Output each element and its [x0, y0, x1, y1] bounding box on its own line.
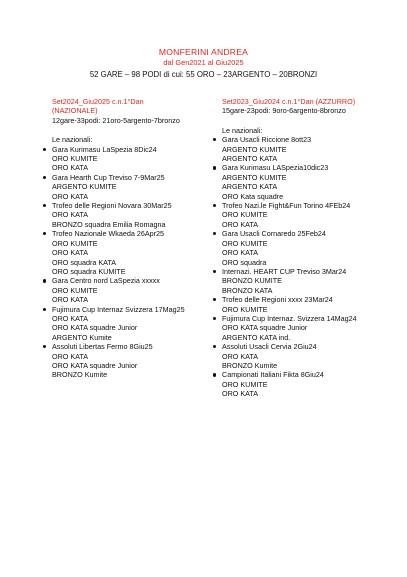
event-item	[222, 229, 392, 267]
event-result: ORO KATA	[222, 351, 259, 361]
event-result: ARGENTO KUMITE	[52, 182, 117, 192]
event-result: ORO KUMITE	[222, 304, 268, 314]
event-title: Trofeo Nazionale Wkaeda 26Apr25	[52, 229, 222, 238]
event-result: ORO KATA	[222, 389, 259, 399]
event-result: BRONZO squadra Emilia Romagna	[52, 219, 166, 229]
event-result: ORO KUMITE	[222, 210, 268, 220]
event-title: Trofeo delle Regioni xxxx 23Mar24	[222, 295, 392, 304]
event-item	[222, 342, 392, 370]
event-result: ORO KATA	[222, 219, 259, 229]
event-item	[222, 267, 392, 295]
event-item	[52, 342, 222, 380]
event-result: ORO KUMITE	[222, 379, 268, 389]
event-result: ORO KUMITE	[52, 285, 98, 295]
season-column-right	[222, 97, 392, 399]
event-title: Gara Kurimasu LaSpezia 8Dic24	[52, 145, 222, 154]
event-item	[222, 370, 392, 398]
event-title: Gara Kurimasu LASpezia10dic23	[222, 163, 392, 172]
event-title: Assoluti Libertas Fermo 8Giu25	[52, 342, 222, 351]
season-title: Set2023_Giu2024 c.n.1°Dan (AZZURRO)	[222, 97, 356, 106]
event-list	[222, 135, 392, 398]
event-title: Campionati Italiani Fikta 8Giu24	[222, 370, 392, 379]
event-item	[52, 276, 222, 304]
event-result: ORO KATA	[52, 210, 89, 220]
nationals-label: Le nazionali:	[52, 135, 93, 145]
season-stats: 15gare-23podi: 9oro-6argento-8bronzo	[222, 106, 346, 116]
event-title: Fujimura Cup Internaz. Svizzera 14Mag24	[222, 314, 392, 323]
event-result: ORO KATA	[52, 295, 89, 305]
event-title: Assoluti Usacli Cervia 2Giu24	[222, 342, 392, 351]
event-item	[222, 201, 392, 229]
season-stats: 12gare-33podi: 21oro-5argento-7bronzo	[52, 115, 180, 125]
event-result: BRONZO Kumite	[222, 360, 278, 370]
event-item	[222, 295, 392, 314]
event-result: ORO KUMITE	[52, 154, 98, 164]
event-result: ORO squadra	[222, 257, 267, 267]
event-result: ORO KATA	[222, 248, 259, 258]
event-result: BRONZO KATA	[222, 285, 273, 295]
event-result: ORO KATA	[52, 163, 89, 173]
event-result: ARGENTO KUMITE	[222, 144, 287, 154]
event-item	[52, 173, 222, 201]
event-title: Gara Usacli Riccione 8ott23	[222, 135, 392, 144]
event-result: ORO KUMITE	[222, 238, 268, 248]
event-title: Internazi. HEART CUP Treviso 3Mar24	[222, 267, 392, 276]
event-result: ORO KUMITE	[52, 238, 98, 248]
event-result: ARGENTO KATA ind.	[222, 332, 291, 342]
event-title: Trofeo delle Regioni Novara 30Mar25	[52, 201, 222, 210]
event-result: ORO Kata squadre	[222, 191, 284, 201]
event-result: ORO KATA squadre Junior	[222, 323, 308, 333]
event-title: Trofeo Nazi.le Fight&Fun Torino 4FEb24	[222, 201, 392, 210]
event-result: ORO KATA	[52, 351, 89, 361]
event-item	[52, 201, 222, 229]
event-item	[52, 305, 222, 343]
event-result: BRONZO Kumite	[52, 370, 108, 380]
event-result: BRONZO KUMITE	[222, 276, 282, 286]
event-item	[52, 229, 222, 276]
event-title: Gara Usacli Cornaredo 25Feb24	[222, 229, 392, 238]
event-result: ORO KATA	[52, 313, 89, 323]
event-item	[222, 163, 392, 201]
document-header	[0, 47, 407, 80]
overall-summary: 52 GARE – 98 PODI di cui: 55 ORO – 23ARGENTO – 20BRONZI	[89, 70, 318, 79]
event-result: ARGENTO KATA	[222, 182, 278, 192]
season-subtitle: (NAZIONALE)	[52, 106, 98, 116]
event-result: ORO squadra KATA	[52, 257, 117, 267]
event-result: ORO KATA	[52, 248, 89, 258]
event-result: ORO KATA squadre Junior	[52, 323, 138, 333]
event-result: ARGENTO KUMITE	[222, 172, 287, 182]
event-title: Fujimura Cup Internaz Svizzera 17Mag25	[52, 305, 222, 314]
event-item	[222, 135, 392, 163]
athlete-name: MONFERINI ANDREA	[158, 47, 249, 57]
period-range: dal Gen2021 al Giu2025	[163, 58, 244, 67]
season-column-left	[52, 97, 222, 380]
event-result: ORO KATA squadre Junior	[52, 360, 138, 370]
event-result: ARGENTO KATA	[222, 154, 278, 164]
event-title: Gara Centro nord LaSpezia xxxxx	[52, 276, 222, 285]
event-item	[52, 145, 222, 173]
season-title: Set2024_Giu2025 c.n.1°Dan	[52, 97, 144, 106]
event-item	[222, 314, 392, 342]
event-result: ORO KATA	[52, 191, 89, 201]
event-title: Gara Hearth Cup Treviso 7-9Mar25	[52, 173, 222, 182]
nationals-label: Le nazionali:	[222, 125, 263, 135]
event-result: ARGENTO Kumite	[52, 332, 112, 342]
event-result: ORO squadra KUMITE	[52, 266, 126, 276]
event-list	[52, 145, 222, 380]
